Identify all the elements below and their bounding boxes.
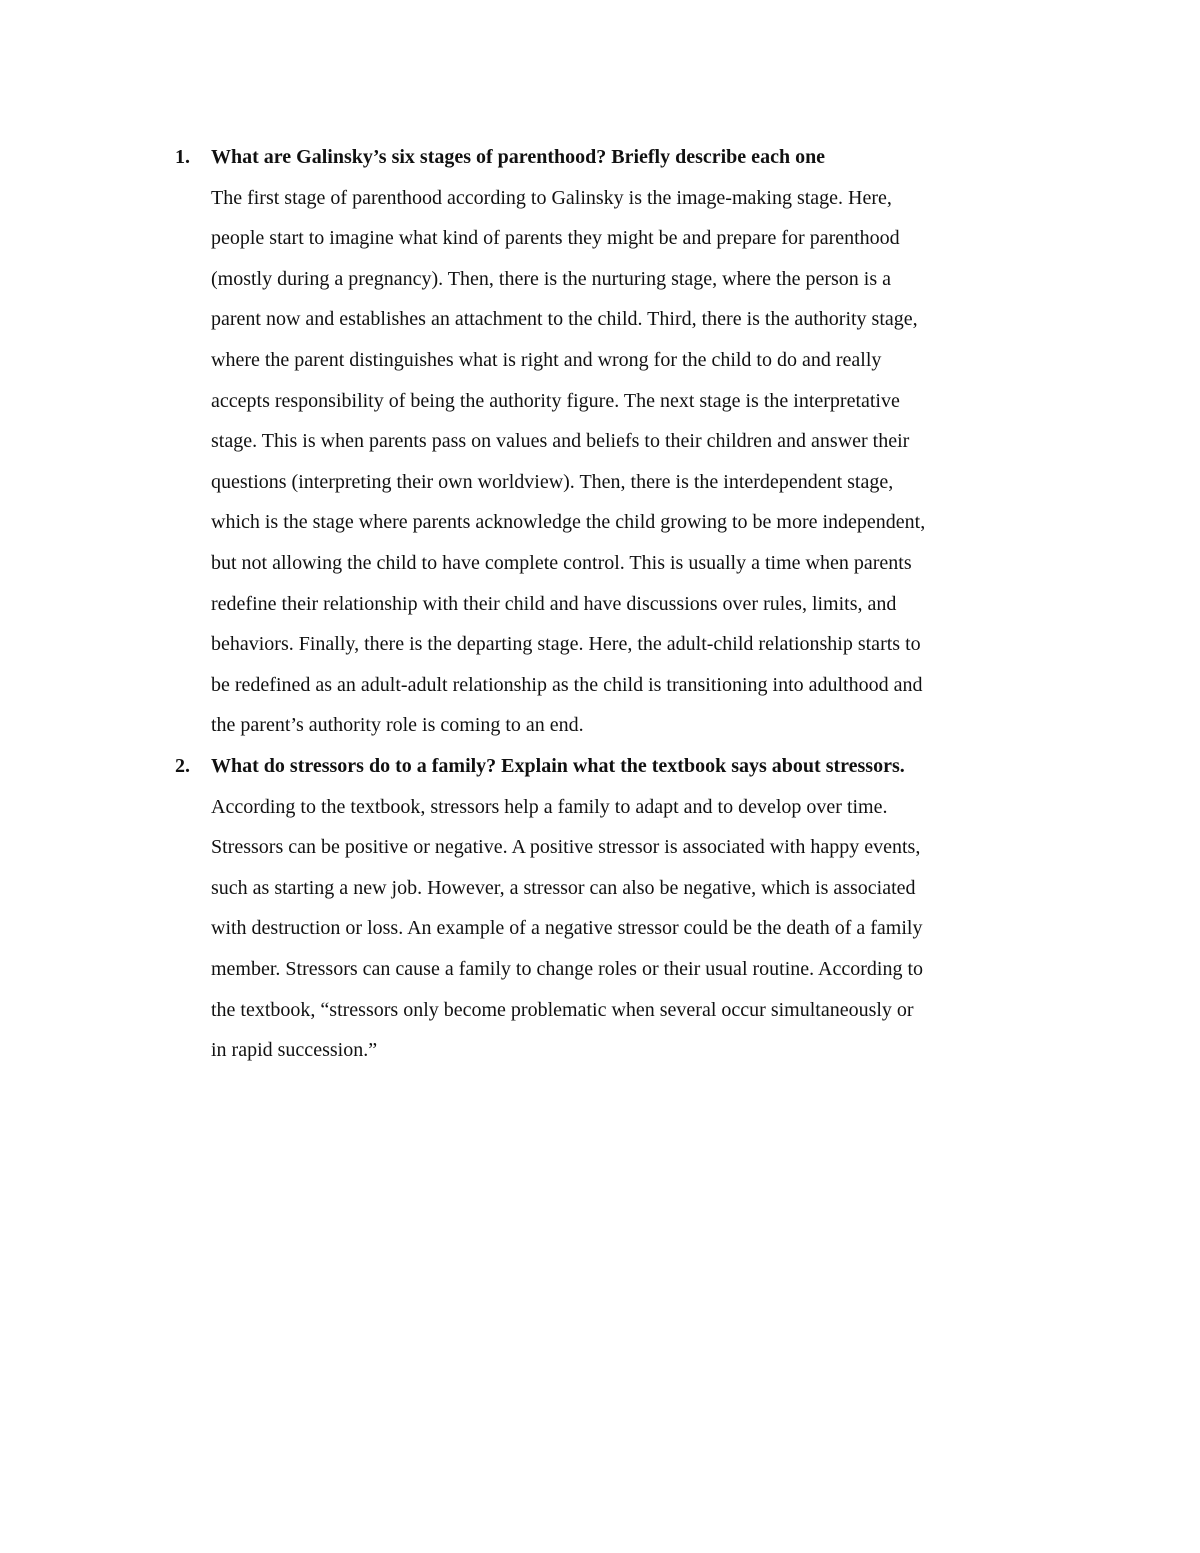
- answer-line: Stressors can be positive or negative. A positive stressor is associated with happy events,: [211, 836, 921, 859]
- question-number: 1.: [175, 146, 190, 168]
- question-body: [211, 137, 1063, 746]
- answer-line: questions (interpreting their own worldview). Then, there is the interdependent stage,: [211, 470, 894, 493]
- answer-paragraph: [211, 178, 1063, 746]
- answer-line: where the parent distinguishes what is right and wrong for the child to do and really: [211, 348, 882, 371]
- answer-line: member. Stressors can cause a family to change roles or their usual routine. According to: [211, 957, 924, 980]
- question-body: [211, 746, 1063, 1071]
- answer-line: accepts responsibility of being the authority figure. The next stage is the interpretative: [211, 389, 900, 412]
- answer-line: The first stage of parenthood according to Galinsky is the image-making stage. Here,: [211, 186, 892, 209]
- answer-line: stage. This is when parents pass on values and beliefs to their children and answer their: [211, 430, 910, 453]
- answer-line: behaviors. Finally, there is the departing stage. Here, the adult-child relationship starts to: [211, 633, 921, 656]
- answer-line: which is the stage where parents acknowledge the child growing to be more independent,: [211, 511, 926, 534]
- answer-line: redefine their relationship with their child and have discussions over rules, limits, and: [211, 592, 897, 615]
- question-number: 2.: [175, 755, 190, 777]
- answer-line: the textbook, “stressors only become problematic when several occur simultaneously or: [211, 998, 914, 1021]
- answer-line: with destruction or loss. An example of a negative stressor could be the death of a family: [211, 917, 923, 940]
- answer-line: parent now and establishes an attachment to the child. Third, there is the authority stage,: [211, 308, 918, 331]
- question-heading: What are Galinsky’s six stages of parenthood? Briefly describe each one: [211, 146, 826, 168]
- answer-line: be redefined as an adult-adult relationship as the child is transitioning into adulthood and: [211, 673, 923, 696]
- answer-line: According to the textbook, stressors help a family to adapt and to develop over time.: [211, 795, 888, 818]
- answer-line: the parent’s authority role is coming to an end.: [211, 714, 584, 737]
- question-heading: What do stressors do to a family? Explain what the textbook says about stressors.: [211, 755, 905, 777]
- answer-line: but not allowing the child to have complete control. This is usually a time when parents: [211, 551, 912, 574]
- answer-line: people start to imagine what kind of parents they might be and prepare for parenthood: [211, 227, 900, 250]
- answer-paragraph: [211, 787, 1063, 1071]
- answer-line: in rapid succession.”: [211, 1039, 378, 1062]
- answer-line: (mostly during a pregnancy). Then, there is the nurturing stage, where the person is a: [211, 267, 891, 290]
- answer-line: such as starting a new job. However, a stressor can also be negative, which is associated: [211, 876, 916, 899]
